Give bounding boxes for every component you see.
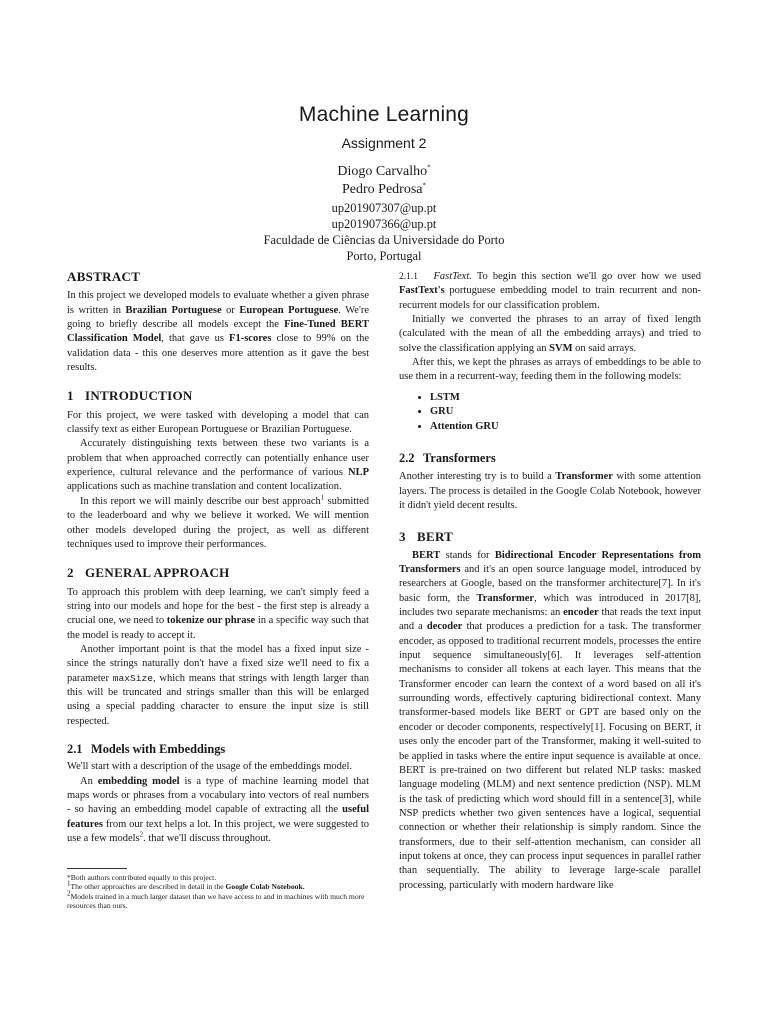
fasttext-paragraph-2: Initially we converted the phrases to an array of fixed length (calculated with the mean of all the embedding arrays) and tried to solve the classification applying an SVM on said arrays. <box>399 314 701 354</box>
footnote-ref: 1 <box>320 493 325 502</box>
footnote-2: $^2$Models trained in a much larger dataset than we have access to and in machines with much more resources than ours. <box>67 889 365 911</box>
transformers-heading: 2.2 Transformers <box>399 450 496 465</box>
fasttext-heading: FastText. <box>433 271 472 282</box>
transformers-paragraph: Another interesting try is to build a Transformer with some attention layers. The process is detailed in the Google Colab Notebook, however it didn't yield decent results. <box>399 471 701 511</box>
general-paragraph-1: To approach this problem with deep learning, we can't simply feed a string into our models and hope for the best - the first step is already a crucial one, we need to tokenize our phrase in a specific way such that the model is ready to accept it. <box>67 586 369 641</box>
footnote-0: *Both authors contributed equally to this project. <box>67 873 217 882</box>
bert-paragraph: BERT stands for Bidirectional Encoder Representations from Transformers and it's an open source language model, introduced by researchers at Google, based on the transformer architecture[7]. In it's basic form, the Transformer, which was introduced in 2017[8], includes two separate mechanisms: an encoder that reads the text input and a decoder that produces a prediction for a task. The transformer encoder, as opposed to traditional recurrent models, processes the entire input sequence simultaneously[6]. It leverages self-attention mechanisms to consider all tokens at each layer. This means that the Transformer encoder can learn the context of a word based on all it's surrounding words, effectively capturing bidirectional context. Many transformer-based models like BERT or GPT are based only on the encoder or decoder components, respectively[1]. Focusing on BERT, it uses only the encoder part of the Transformer, making it well-suited to be applied in tasks where the entire input sequence is available at once. BERT is pre-trained on two different but related NLP tasks: masked language modeling (MLM) and next sentence prediction (NSP). MLM is the task of predicting which word should fill in a sentence[3], while NSP predicts whether two given sentences have a logical, sequential connection or whether their relationship is simply random. Since the transformers, due to their self-attention mechanism, can consider all input tokens at once, they can process input sequences in parallel rather than sequentially. The ability to leverage large-scale parallel processing, particularly with modern hardware like <box>399 549 702 891</box>
embeddings-heading: 2.1 Models with Embeddings <box>67 741 226 756</box>
paper-subtitle: Assignment 2 <box>341 135 427 151</box>
author-name: Diogo Carvalho <box>337 164 428 179</box>
left-column <box>67 270 369 846</box>
footnote-1: $^1$The other approaches are described in detail in the Google Colab Notebook. <box>67 879 305 892</box>
footnote-ref: 2 <box>139 830 144 839</box>
footnotes <box>67 868 369 911</box>
list-item: • GRU <box>430 405 701 419</box>
author-1 <box>0 163 768 181</box>
general-paragraph-2: Another important point is that the model has a fixed input size - since the strings naturally don't have a fixed size we'll need to fix a parameter maxSize, which means that strings with length larger than this will be truncated and strings smaller than this will be enlarged using a special padding character to ensure the input size is still respected. <box>67 643 369 727</box>
bert-heading: 3 BERT <box>399 529 454 545</box>
affiliation: Faculdade de Ciências da Universidade do Porto <box>263 233 505 247</box>
fasttext-paragraph-1: 2.1.1 FastText. To begin this section we'll go over how we used FastText's portuguese embedding model to train recurrent and non-recurrent models for our classification problem. <box>399 271 702 311</box>
subsubsection-number: 2.1.1 <box>399 272 418 282</box>
list-item: • LSTM <box>430 391 701 405</box>
abstract-text: In this project we developed models to evaluate whether a given phrase is written in Brazilian Portuguese or European Portuguese. We're going to briefly describe all models except the Fine-Tuned BERT Classification Model, that gave us F1-scores close to 99% on the validation data - this one deserves more attention as it gave the best results. <box>67 290 370 374</box>
right-column <box>399 270 701 893</box>
paper-title: Machine Learning <box>298 103 470 126</box>
abstract-heading: ABSTRACT <box>67 269 141 284</box>
embeddings-paragraph-1: We'll start with a description of the usage of the embeddings model. <box>67 761 353 773</box>
intro-paragraph-2: Accurately distinguishing texts between these two variants is a problem that when approached correctly can potentially enhance user experience, cultural relevance and the performance of various NLP applications such as machine translation and content localization. <box>67 438 369 493</box>
email-1: up201907307@up.pt <box>331 201 437 215</box>
code-maxsize: maxSize <box>112 672 154 684</box>
introduction-heading: 1 INTRODUCTION <box>67 388 193 404</box>
email-2: up201907366@up.pt <box>331 217 437 231</box>
general-approach-heading: 2 GENERAL APPROACH <box>67 565 230 581</box>
author-name: Pedro Pedrosa <box>342 182 423 197</box>
model-list <box>399 391 701 434</box>
intro-paragraph-1: For this project, we were tasked with developing a model that can classify text as either European Portuguese or Brazilian Portuguese. <box>67 409 369 436</box>
fasttext-paragraph-3: After this, we kept the phrases as arrays of embeddings to be able to use them in a recurrent-way, feeding them in the following models: <box>399 357 701 383</box>
list-item: • Attention GRU <box>430 420 701 434</box>
intro-paragraph-3: In this report we will mainly describe our best approach$^1$ submitted to the leaderboard and why we believe it worked. We will mention other models developed during the project, as well as different techniques used to improve their performances. <box>67 493 369 550</box>
author-marker: * <box>422 181 426 190</box>
footnote-rule <box>67 868 127 869</box>
author-marker: * <box>427 163 431 172</box>
embeddings-paragraph-2: An embedding model is a type of machine learning model that maps words or phrases from a vocabulary into vectors of real numbers - so having an embedding model capable of extracting all the useful features from our text helps a lot. In this project, we were suggested to use a few models$^2$. that we'll discuss throughout. <box>67 775 369 845</box>
location: Porto, Portugal <box>346 249 422 263</box>
author-2 <box>0 181 768 199</box>
